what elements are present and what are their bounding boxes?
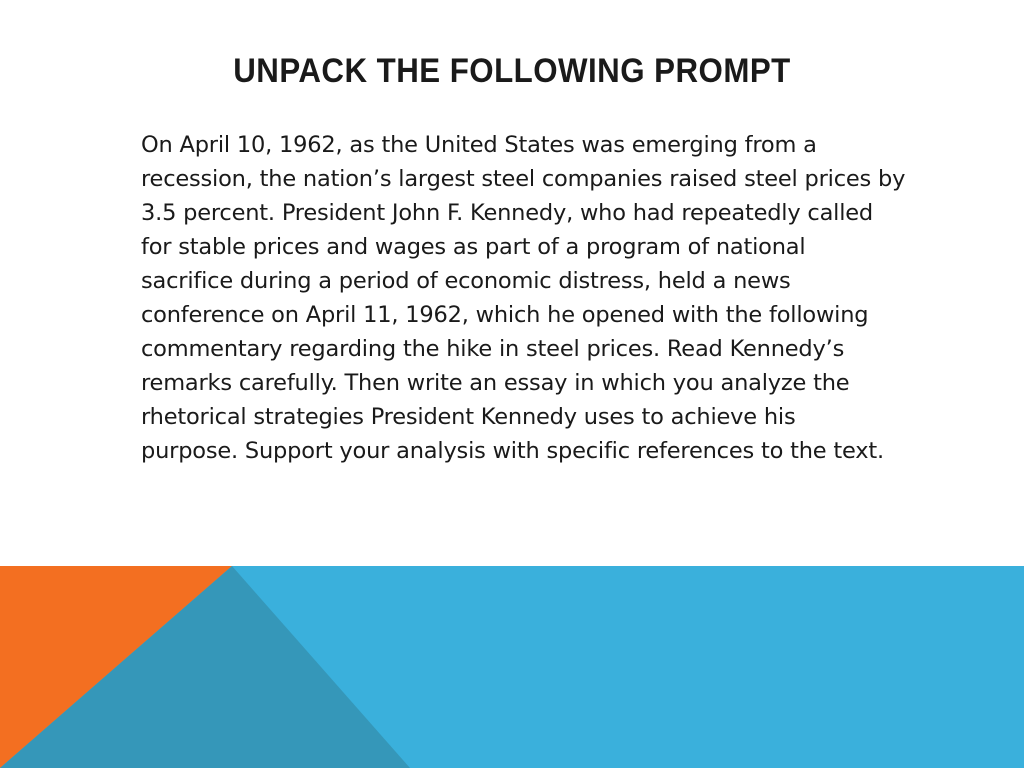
prompt-line: recession, the nation’s largest steel companies raised steel prices by	[141, 166, 906, 192]
prompt-line: conference on April 11, 1962, which he opened with the following	[141, 302, 869, 328]
prompt-line: rhetorical strategies President Kennedy uses to achieve his	[141, 404, 796, 430]
prompt-line: sacrifice during a period of economic distress, held a news	[141, 268, 791, 294]
prompt-line: remarks carefully. Then write an essay in which you analyze the	[141, 370, 850, 396]
prompt-line: purpose. Support your analysis with specific references to the text.	[141, 438, 884, 464]
prompt-line: commentary regarding the hike in steel prices. Read Kennedy’s	[141, 336, 845, 362]
prompt-line: 3.5 percent. President John F. Kennedy, who had repeatedly called	[141, 200, 873, 226]
slide-title: UNPACK THE FOLLOWING PROMPT	[233, 52, 791, 90]
decorative-footer-shapes	[0, 566, 1024, 768]
prompt-line: for stable prices and wages as part of a program of national	[141, 234, 806, 260]
prompt-paragraph	[141, 128, 941, 468]
prompt-line: On April 10, 1962, as the United States was emerging from a	[141, 132, 817, 158]
